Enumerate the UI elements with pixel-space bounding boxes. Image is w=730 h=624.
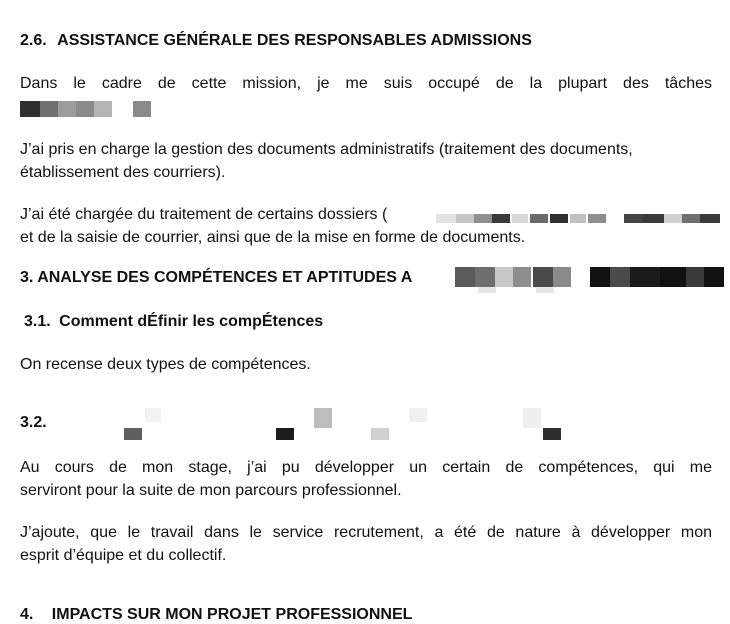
paragraph-types: On recense deux types de compétences. — [20, 356, 311, 373]
heading-number: 3.1. — [24, 313, 51, 330]
heading-3: 3. ANALYSE DES COMPÉTENCES ET APTITUDES A — [20, 269, 413, 286]
heading-4 — [20, 606, 412, 624]
paragraph-line: J’ai été chargée du traitement de certains dossiers ( — [20, 206, 388, 223]
paragraph-line: serviront pour la suite de mon parcours professionnel. — [20, 482, 402, 499]
heading-number: 4. — [20, 606, 34, 623]
paragraph-documents — [20, 138, 712, 184]
heading-number: 2.6. — [20, 32, 47, 49]
paragraph-dossiers — [20, 203, 712, 249]
paragraph-line: esprit d’équipe et du collectif. — [20, 547, 227, 564]
paragraph-line: établissement des courriers). — [20, 164, 226, 181]
heading-3-1 — [24, 313, 323, 331]
paragraph-skills — [20, 456, 712, 502]
paragraph-line: J’ajoute, que le travail dans le service recrutement, a été de nature à développer mon — [20, 524, 712, 541]
paragraph-line: J’ai pris en charge la gestion des documents administratifs (traitement des documents, — [20, 141, 633, 158]
heading-3-2: 3.2. — [20, 414, 47, 431]
paragraph-mission: Dans le cadre de cette mission, je me suis occupé de la plupart des tâches — [20, 75, 712, 92]
paragraph-team — [20, 521, 712, 567]
heading-title: IMPACTS SUR MON PROJET PROFESSIONNEL — [51, 606, 413, 623]
heading-title: ASSISTANCE GÉNÉRALE DES RESPONSABLES ADMISSIONS — [57, 32, 532, 49]
paragraph-line: Au cours de mon stage, j’ai pu développer un certain de compétences, qui me — [20, 459, 712, 476]
heading-title: Comment dÉfinir les compÉtences — [59, 313, 324, 330]
paragraph-line: et de la saisie de courrier, ainsi que de la mise en forme de documents. — [20, 229, 526, 246]
heading-2-6 — [20, 32, 532, 50]
